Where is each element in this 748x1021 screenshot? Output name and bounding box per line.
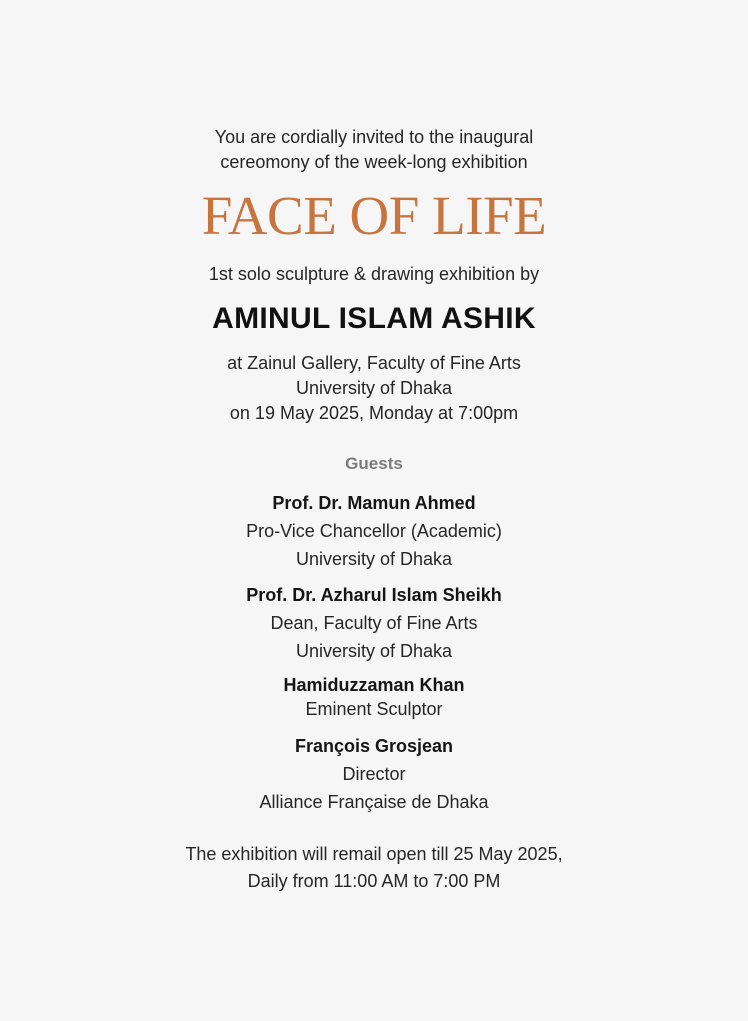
guest-role: Eminent Sculptor <box>305 699 443 719</box>
opening-hours-line: Daily from 11:00 AM to 7:00 PM <box>247 871 501 891</box>
intro-line: cereomony of the week-long exhibition <box>220 152 528 172</box>
guests-heading: Guests <box>345 454 403 473</box>
venue-details <box>0 351 748 426</box>
guest-name: Prof. Dr. Mamun Ahmed <box>272 493 476 513</box>
guest-affiliation: Alliance Française de Dhaka <box>259 792 489 812</box>
guest-affiliation: University of Dhaka <box>295 549 453 569</box>
guest-entry <box>0 673 748 721</box>
guest-entry <box>0 581 748 665</box>
guest-name: Hamiduzzaman Khan <box>283 675 465 695</box>
artist-name: AMINUL ISLAM ASHIK <box>212 302 536 335</box>
intro-line: You are cordially invited to the inaugural <box>214 127 534 147</box>
closing-note <box>0 841 748 895</box>
guest-affiliation: University of Dhaka <box>295 641 453 661</box>
guest-name: François Grosjean <box>294 736 454 756</box>
intro-text <box>0 125 748 175</box>
guest-entry <box>0 732 748 816</box>
closing-line: The exhibition will remail open till 25 May 2025, <box>185 844 563 864</box>
exhibition-subtitle: 1st solo sculpture & drawing exhibition by <box>208 264 540 284</box>
guest-role: Pro-Vice Chancellor (Academic) <box>246 521 502 541</box>
guest-name: Prof. Dr. Azharul Islam Sheikh <box>246 585 502 605</box>
event-date-line: on 19 May 2025, Monday at 7:00pm <box>229 403 519 423</box>
venue-line: at Zainul Gallery, Faculty of Fine Arts <box>227 353 521 373</box>
guest-role: Dean, Faculty of Fine Arts <box>270 613 478 633</box>
guest-entry <box>0 489 748 573</box>
exhibition-title: FACE OF LIFE <box>201 185 547 246</box>
guest-role: Director <box>342 764 406 784</box>
venue-line: University of Dhaka <box>295 378 453 398</box>
